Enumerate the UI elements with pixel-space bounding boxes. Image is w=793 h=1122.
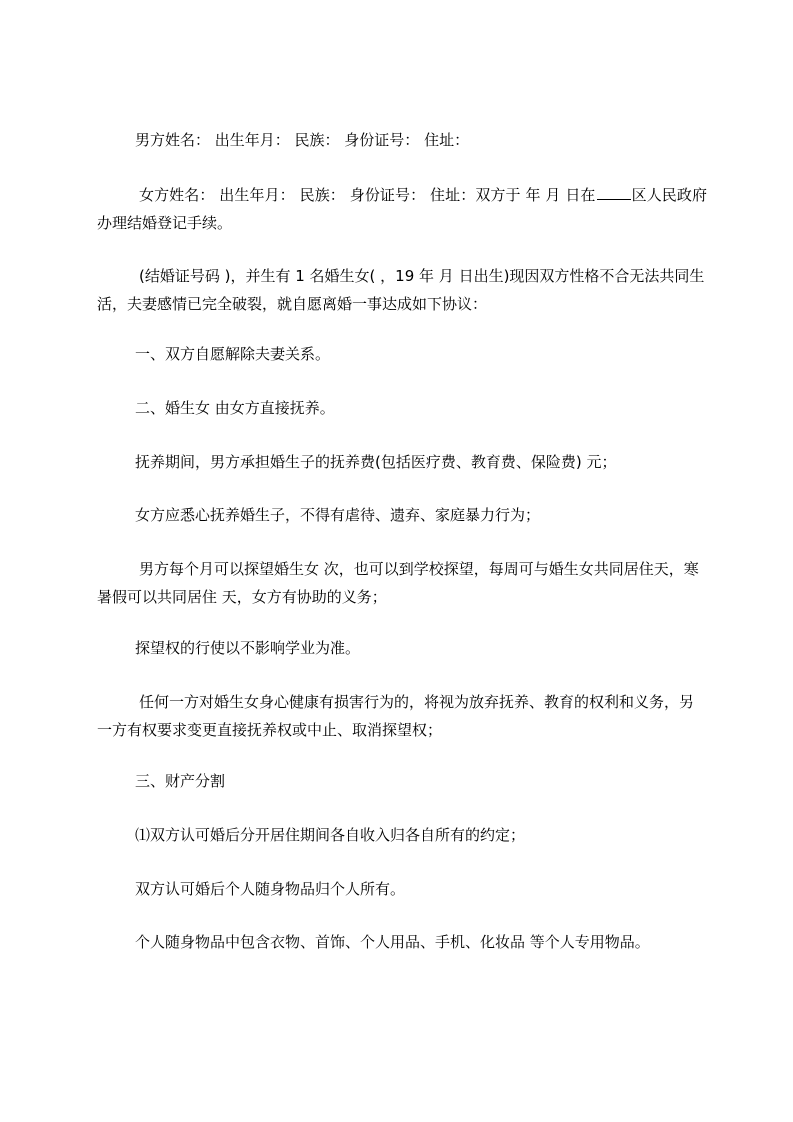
paragraph-property-income: ⑴双方认可婚后分开居住期间各自收入归各自所有的约定； [135,826,526,844]
paragraph-personal-items: 双方认可婚后个人随身物品归个人所有。 [135,880,406,898]
clause-3: 三、财产分割 [135,772,226,790]
paragraph-female-info [97,181,707,237]
paragraph-marriage-certificate: (结婚证号码 )，并生有 1 名婚生女( ，19 年 月 日出生)现因双方性格不合无法共同生活，夫妻感情已完全破裂，就自愿离婚一事达成如下协议： [97,267,705,313]
paragraph-child-support: 抚养期间，男方承担婚生子的抚养费(包括医疗费、教育费、保险费) 元； [135,453,617,471]
blank-underline [597,185,631,200]
paragraph-custody-duty: 女方应悉心抚养婚生子，不得有虐待、遗弃、家庭暴力行为； [135,506,541,524]
paragraph-custody-change: 任何一方对婚生女身心健康有损害行为的，将视为放弃抚养、教育的权利和义务，另一方有权要求变更直接抚养权或中止、取消探望权； [97,693,695,739]
clause-2: 二、婚生女 由女方直接抚养。 [135,399,335,417]
clause-1: 一、双方自愿解除夫妻关系。 [135,345,331,363]
paragraph-female-info-part2: 区人民政府办理结婚登记手续。 [97,186,707,232]
paragraph-visitation-limit: 探望权的行使以不影响学业为准。 [135,639,361,657]
paragraph-visitation: 男方每个月可以探望婚生女 次，也可以到学校探望，每周可与婚生女共同居住天，寒暑假可以共同居住 天，女方有协助的义务； [97,560,699,606]
paragraph-female-info-part1: 女方姓名： 出生年月： 民族： 身份证号： 住址：双方于 年 月 日在 [139,186,596,204]
paragraph-personal-items-detail: 个人随身物品中包含衣物、首饰、个人用品、手机、化妆品 等个人专用物品。 [135,933,650,951]
paragraph-male-info: 男方姓名： 出生年月： 民族： 身份证号： 住址： [135,131,470,149]
